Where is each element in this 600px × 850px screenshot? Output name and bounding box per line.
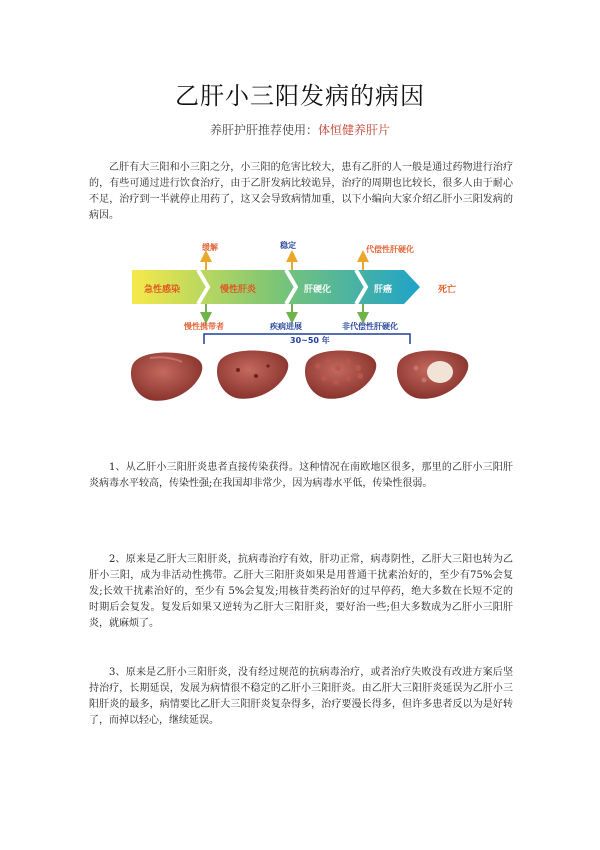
down-label: 疾病进展 xyxy=(270,322,302,331)
subtitle-prefix: 养肝护肝推荐使用： xyxy=(209,123,318,137)
down-label: 慢性携带者 xyxy=(184,322,224,331)
up-label: 稳定 xyxy=(280,241,296,250)
subtitle-brand-link[interactable]: 体恒健养肝片 xyxy=(318,123,391,137)
stage-label: 慢性肝炎 xyxy=(220,285,257,295)
cause-paragraph-2: 2、原来是乙肝大三阳肝炎，抗病毒治疗有效，肝功正常，病毒阴性，乙肝大三阳也转为乙肝小三阳，成为非活动性携带。乙肝大三阳肝炎如果是用普通干扰素治好的，至少有75%会复发;长效干扰素治好的，至少有 5%会复发;用核苷类药治好的过早停药，绝大多数在长短不定的时期后会复发。复发后如果又逆转为乙肝大三阳肝炎，要好治一些;但大多数成为乙肝小三阳肝炎，就麻烦了。 xyxy=(89,554,513,629)
page-title: 乙肝小三阳发病的病因 xyxy=(175,82,425,110)
liver-image-cirrhosis xyxy=(305,351,376,399)
up-label: 代偿性肝硬化 xyxy=(366,245,414,254)
liver-image-hepatitis xyxy=(217,351,288,399)
stage-label: 肝癌 xyxy=(374,285,393,295)
timeline-label: 30~50 年 xyxy=(290,336,330,345)
page-subtitle xyxy=(0,121,600,138)
stage-label: 死亡 xyxy=(438,285,457,295)
stage-label: 急性感染 xyxy=(144,285,181,295)
disease-progression-figure xyxy=(120,236,486,412)
down-label: 非代偿性肝硬化 xyxy=(342,322,398,331)
liver-image-healthy xyxy=(131,353,202,401)
up-label: 缓解 xyxy=(202,243,218,252)
liver-image-cancer xyxy=(397,351,468,399)
cause-paragraph-3: 3、原来是乙肝小三阳肝炎，没有经过规范的抗病毒治疗，或者治疗失败没有改进方案后坚持治疗，长期延误，发展为病情很不稳定的乙肝小三阳肝炎。由乙肝大三阳肝炎延误为乙肝小三阳肝炎的最多，病情要比乙肝大三阳肝炎复杂得多，治疗要漫长得多，但许多患者反以为是好转了，而掉以轻心，继续延误。 xyxy=(89,667,513,726)
stage-label: 肝硬化 xyxy=(304,285,332,295)
cause-paragraph-1: 1、从乙肝小三阳肝炎患者直接传染获得。这种情况在南欧地区很多，那里的乙肝小三阳肝炎病毒水平较高，传染性强;在我国却非常少，因为病毒水平低，传染性很弱。 xyxy=(89,462,513,489)
intro-paragraph: 乙肝有大三阳和小三阳之分，小三阳的危害比较大，患有乙肝的人一般是通过药物进行治疗的，有些可通过进行饮食治疗，由于乙肝发病比较诡异，治疗的周期也比较长，很多人由于耐心不足，治疗到一半就停止用药了，这又会导致病情加重，以下小编向大家介绍乙肝小三阳发病的病因。 xyxy=(89,162,513,221)
